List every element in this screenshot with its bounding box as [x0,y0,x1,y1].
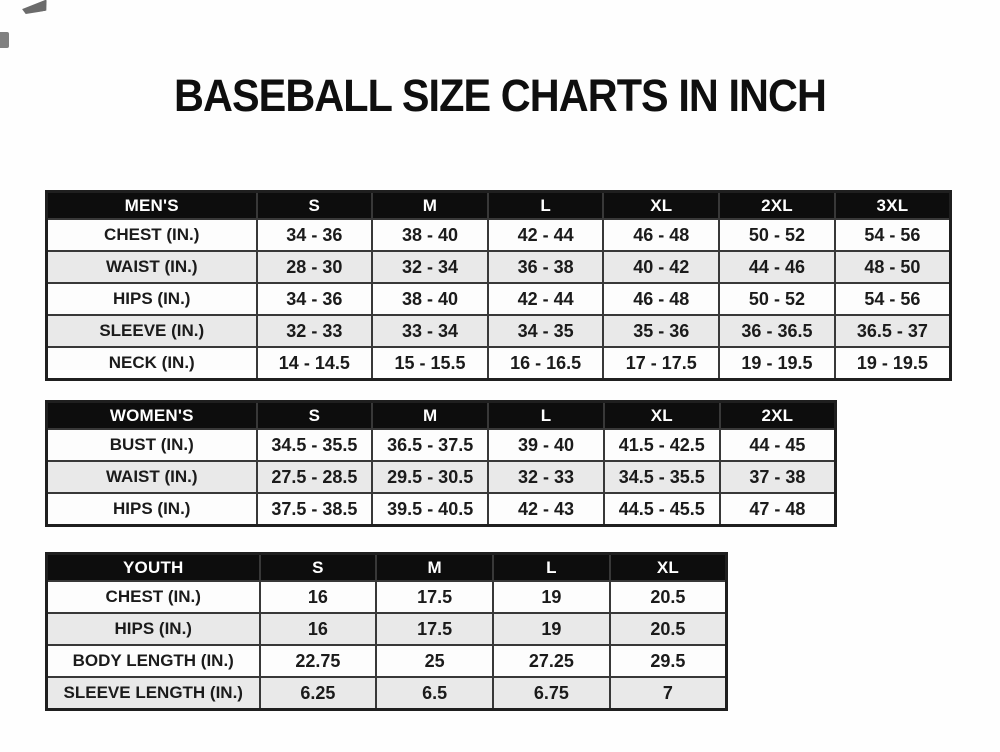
measurement-value: 19 [493,613,610,645]
measurement-value: 34 - 36 [257,219,373,251]
measurement-value: 46 - 48 [603,219,719,251]
measurement-value: 46 - 48 [603,283,719,315]
measurement-label: CHEST (IN.) [47,219,257,251]
womens-header-row [47,402,836,430]
measurement-value: 17.5 [376,613,493,645]
size-column-header: M [372,402,488,430]
measurement-value: 32 - 33 [488,461,604,493]
measurement-value: 32 - 33 [257,315,373,347]
womens-size-table [45,400,837,527]
measurement-value: 27.25 [493,645,610,677]
measurement-row [47,461,836,493]
measurement-value: 29.5 [610,645,727,677]
measurement-value: 54 - 56 [835,283,951,315]
youth-table-title: YOUTH [47,554,260,582]
measurement-label: BODY LENGTH (IN.) [47,645,260,677]
measurement-value: 14 - 14.5 [257,347,373,380]
size-column-header: 2XL [719,192,835,220]
youth-size-table [45,552,728,711]
measurement-value: 39 - 40 [488,429,604,461]
measurement-value: 25 [376,645,493,677]
measurement-label: WAIST (IN.) [47,461,257,493]
measurement-value: 32 - 34 [372,251,488,283]
mens-size-table [45,190,952,381]
size-column-header: XL [604,402,720,430]
youth-size-table-container [45,552,728,711]
size-column-header: S [257,192,373,220]
measurement-row [47,493,836,526]
measurement-value: 54 - 56 [835,219,951,251]
measurement-label: SLEEVE LENGTH (IN.) [47,677,260,710]
size-column-header: S [260,554,377,582]
mens-header-row [47,192,951,220]
measurement-label: WAIST (IN.) [47,251,257,283]
measurement-value: 22.75 [260,645,377,677]
measurement-value: 50 - 52 [719,283,835,315]
measurement-value: 16 [260,613,377,645]
size-column-header: S [257,402,373,430]
measurement-value: 48 - 50 [835,251,951,283]
measurement-label: HIPS (IN.) [47,613,260,645]
measurement-row [47,315,951,347]
page-title: BASEBALL SIZE CHARTS IN INCH [173,70,826,121]
measurement-value: 47 - 48 [720,493,836,526]
measurement-value: 36.5 - 37 [835,315,951,347]
measurement-row [47,645,727,677]
measurement-row [47,581,727,613]
measurement-value: 17 - 17.5 [603,347,719,380]
size-column-header: L [488,402,604,430]
measurement-row [47,251,951,283]
measurement-label: HIPS (IN.) [47,493,257,526]
measurement-value: 38 - 40 [372,219,488,251]
measurement-value: 38 - 40 [372,283,488,315]
measurement-row [47,347,951,380]
size-column-header: XL [603,192,719,220]
measurement-value: 16 [260,581,377,613]
measurement-row [47,677,727,710]
measurement-value: 6.5 [376,677,493,710]
measurement-value: 15 - 15.5 [372,347,488,380]
measurement-value: 36 - 36.5 [719,315,835,347]
size-column-header: 3XL [835,192,951,220]
measurement-value: 41.5 - 42.5 [604,429,720,461]
measurement-value: 20.5 [610,581,727,613]
measurement-label: SLEEVE (IN.) [47,315,257,347]
measurement-value: 36.5 - 37.5 [372,429,488,461]
measurement-value: 19 [493,581,610,613]
measurement-value: 39.5 - 40.5 [372,493,488,526]
measurement-label: HIPS (IN.) [47,283,257,315]
scan-smudge [0,32,9,48]
size-column-header: 2XL [720,402,836,430]
measurement-value: 44 - 45 [720,429,836,461]
measurement-row [47,613,727,645]
youth-header-row [47,554,727,582]
measurement-value: 44.5 - 45.5 [604,493,720,526]
size-column-header: L [493,554,610,582]
measurement-value: 20.5 [610,613,727,645]
measurement-value: 34.5 - 35.5 [604,461,720,493]
mens-size-table-container [45,190,952,381]
measurement-value: 29.5 - 30.5 [372,461,488,493]
size-column-header: L [488,192,604,220]
measurement-value: 35 - 36 [603,315,719,347]
measurement-value: 6.25 [260,677,377,710]
measurement-value: 37 - 38 [720,461,836,493]
measurement-value: 7 [610,677,727,710]
measurement-value: 36 - 38 [488,251,604,283]
measurement-value: 34 - 36 [257,283,373,315]
mens-table-title: MEN'S [47,192,257,220]
size-column-header: M [376,554,493,582]
measurement-label: CHEST (IN.) [47,581,260,613]
size-column-header: M [372,192,488,220]
measurement-value: 34.5 - 35.5 [257,429,373,461]
scan-smudge [21,0,49,16]
measurement-value: 16 - 16.5 [488,347,604,380]
measurement-value: 40 - 42 [603,251,719,283]
measurement-row [47,219,951,251]
measurement-value: 28 - 30 [257,251,373,283]
measurement-value: 17.5 [376,581,493,613]
measurement-value: 42 - 43 [488,493,604,526]
measurement-value: 42 - 44 [488,219,604,251]
measurement-value: 44 - 46 [719,251,835,283]
size-column-header: XL [610,554,727,582]
measurement-label: NECK (IN.) [47,347,257,380]
womens-size-table-container [45,400,837,527]
womens-table-title: WOMEN'S [47,402,257,430]
measurement-value: 33 - 34 [372,315,488,347]
measurement-value: 19 - 19.5 [835,347,951,380]
measurement-value: 19 - 19.5 [719,347,835,380]
measurement-value: 34 - 35 [488,315,604,347]
measurement-row [47,283,951,315]
measurement-value: 6.75 [493,677,610,710]
measurement-value: 27.5 - 28.5 [257,461,373,493]
measurement-value: 50 - 52 [719,219,835,251]
measurement-value: 42 - 44 [488,283,604,315]
measurement-label: BUST (IN.) [47,429,257,461]
measurement-value: 37.5 - 38.5 [257,493,373,526]
measurement-row [47,429,836,461]
